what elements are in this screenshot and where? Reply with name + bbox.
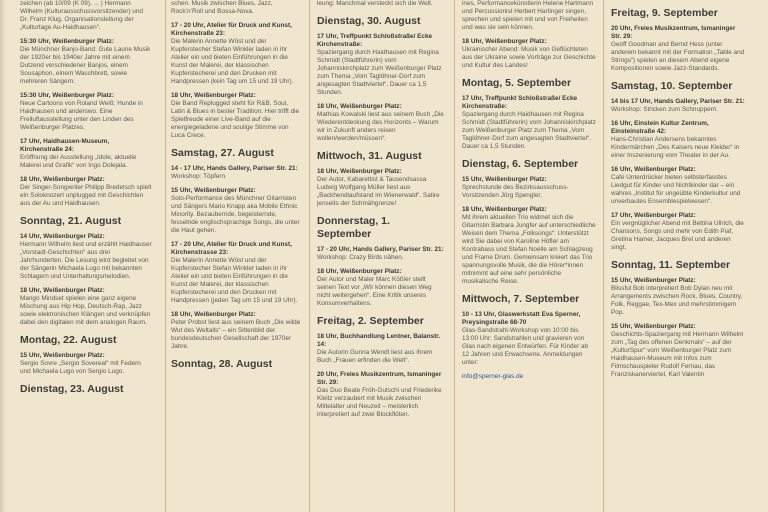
date-heading: Dienstag, 30. August [317, 15, 421, 27]
event-description: Workshop: Stricken zum Schnuppern. [611, 106, 719, 113]
event-entry [462, 0, 596, 32]
event-entry [317, 371, 445, 419]
event-time-location: 17 Uhr, Haidhausen-Museum, Kirchenstraße 24: [20, 138, 110, 153]
event-time-location: 17 Uhr, Treffpunkt Schloßstraße/ Ecke Kirchenstraße: [317, 33, 433, 48]
date-heading: Freitag, 2. September [317, 315, 424, 327]
event-entry [462, 311, 596, 367]
column-divider [309, 0, 310, 512]
event-time-location: 17 - 20 Uhr, Atelier für Druck und Kunst, Kirchenstrasse 23: [171, 241, 292, 256]
date-heading: Dienstag, 23. August [20, 383, 124, 395]
column-3 [317, 0, 445, 512]
event-entry [462, 206, 596, 286]
event-entry [611, 277, 746, 317]
event-description: Die Malerin Annette Wöst und der Kupferstecher Stefan Winkler laden in ihr Atelier ein und bieten Einführungen in die Kunst der Malerei, der klassischen Kupferstecherei und den Drucken mit Handpressen (kein Tag um 15 und 19 Uhr). [171, 38, 294, 85]
column-4 [462, 0, 596, 512]
event-description: Geschichts-Spaziergang mit Hermann Wilhelm zum „Tag des offenen Denkmals“ – auf der „KulturSpur“ vom Weißenburger Platz zum Haidhausen-Museum mit Infos zum Filmschauspieler Rudolf Fernau, das Franziskanerviertel, Karl Valentin [611, 331, 744, 378]
column-divider [165, 0, 166, 512]
event-description: Ukrainischer Abend: Musik von Geflüchteten aus der Ukraine sowie Vorträge zur Geschichte und Kultur des Landes! [462, 46, 596, 69]
event-time-location: 18 Uhr, Weißenburger Platz: [171, 92, 256, 99]
event-time-location: 15 Uhr, Weißenburger Platz: [462, 176, 547, 183]
event-description: Hermann Wilhelm liest und erzählt Haidhauser „Vorstadt-Geschichten“ aus drei Jahrhunderten. Die Lesung wird begleitet von der Sängerin Michaela Lugo mit bekannten Schlagern und Unterhaltungsmelodien. [20, 241, 152, 280]
event-description: Der Autor und Maler Marc Kößler stellt seinen Text vor „Wir können diesen Weg nicht weitergehen“. Eine Kritik unseres Konsumverhaltens. [317, 276, 432, 307]
event-time-location: 18 Uhr, Weißenburger Platz: [171, 311, 256, 318]
event-time-location: 15:30 Uhr, Weißenburger Platz: [20, 92, 114, 99]
email-link[interactable]: info@sperner-glas.de [462, 373, 524, 380]
event-time-location: 17 - 20 Uhr, Hands Gallery, Pariser Str. 21: [317, 246, 444, 253]
event-description: Spaziergang durch Haidhausen mit Regina Schmidt (Stadtführerin) vom Johanniskirchplatz zum Weißenburger Platz zum Thema „Vom Taglöhner-Dorf zum angesagten Stadtviertel“. Dauer ca 1,5 Stunden. [317, 49, 442, 96]
event-entry [317, 103, 445, 143]
column-5 [611, 0, 746, 512]
event-time-location: 17 Uhr, Weißenburger Platz: [611, 212, 696, 219]
column-1 [20, 0, 152, 512]
event-entry [20, 287, 152, 327]
event-description: Die Malerin Annette Wöst und der Kupferstecher Stefan Winkler laden in ihr Atelier ein und bieten Einführungen in die Kunst der Malerei, der klassischen Kupferstecherei und den Drucken mit Handpressen (jeden Tag um 15 und 19 Uhr). [171, 257, 298, 304]
date-heading: Samstag, 10. September [611, 80, 733, 92]
event-entry [317, 268, 445, 308]
date-heading: Sonntag, 11. September [611, 259, 731, 271]
event-time-location: 15 Uhr, Weißenburger Platz: [611, 323, 696, 330]
event-description: zeichen (ab 10/09 (K 09), ... ) Hermann Wilhelm (Kulturausschussvorsitzender) und Dr. Franz Klug, Organisationsleitung der „Kulturtage Au-Haidhausen“. [20, 0, 143, 31]
event-entry [317, 0, 445, 8]
column-2 [171, 0, 301, 512]
date-heading: Donnerstag, 1. September [317, 215, 390, 240]
event-time-location: 15 Uhr, Weißenburger Platz: [171, 187, 256, 194]
event-entry [317, 168, 445, 208]
event-time-location: 15 Uhr, Weißenburger Platz: [20, 352, 105, 359]
event-time-location: 16 Uhr, Weißenburger Platz: [611, 166, 696, 173]
event-description: Der Autor, Kabarettist & Tausendsassa Ludwig Wolfgang Müller liest aus „Backhendlaufstand im Wienerwald“. Satire jenseits der Schmähgrenze! [317, 176, 440, 207]
event-time-location: 18 Uhr, Weißenburger Platz: [462, 206, 547, 213]
date-heading: Freitag, 9. September [611, 7, 718, 19]
event-description: Solo-Performance des Münchner Gitarristen und Sängers Mario Knapp aka Mobile Ethnic Minority. Bezaubernde, begeisternde, fesselnde englischsprachige Songs, die unter die Haut gehen. [171, 195, 300, 234]
event-time-location: 16 Uhr, Einstein Kultur Zentrum, Einsteinstraße 42: [611, 120, 709, 135]
date-heading: Mittwoch, 7. September [462, 293, 580, 305]
event-entry [20, 176, 152, 208]
event-time-location: 18 Uhr, Weißenburger Platz: [317, 103, 402, 110]
event-time-location: 18 Uhr, Buchhandlung Lentner, Balanstr. 14: [317, 333, 441, 348]
event-description: Der Singer-Songwriter Philipp Bredetsch spielt ein Soloknozert unplugged mit Geschichten aus der Au und Haidhausen. [20, 184, 152, 207]
event-time-location: 18 Uhr, Weißenburger Platz: [462, 38, 547, 45]
event-description: Die Münchner Banjo-Band: Gute Laune Musik der 1920er bis 1940er Jahre mit einem Dutzend verschiedener Banjos, einem Sousaphon, einem Waschbrett, sowie mehreren Sängern. [20, 46, 151, 85]
event-entry [317, 333, 445, 365]
date-heading: Dienstag, 6. September [462, 158, 579, 170]
event-entry [611, 212, 746, 252]
event-entry [611, 120, 746, 160]
event-description: Eröffnung der Ausstellung „Idole, aktuelle Malerei und Grafik“ von Ingo Dolejala. [20, 154, 137, 169]
event-entry [20, 138, 152, 170]
event-time-location: 20 Uhr, Freies Musikzentrum, Ismaninger Str. 29: [317, 371, 442, 386]
event-description: Glas-Sandstrahl-Workshop von 10:00 bis 13:00 Uhr: Sandstrahlen und gravieren von Glas nach eigenen Entwürfen. Für Kinder ab 12 Jahren und Erwachsene. Anmeldungen unter: [462, 327, 589, 366]
event-entry [171, 311, 301, 351]
event-time-location: 10 - 13 Uhr, Glaswerkstatt Eva Sperner, Preysingstraße 68-70 [462, 311, 581, 326]
date-heading: Samstag, 27. August [171, 147, 274, 159]
event-description: Mango Mindset spielen eine ganz eigene Mischung aus Hip Hop, Deutsch-Rap, Jazz sowie elektronischen Klängen und verknüpfen dabei den digitalen mit dem analogen Raum. [20, 295, 151, 326]
event-entry [20, 233, 152, 281]
event-entry [317, 33, 445, 97]
event-time-location: 17 - 20 Uhr, Atelier für Druck und Kunst, Kirchenstraße 23: [171, 22, 292, 37]
event-time-location: 18 Uhr, Weißenburger Platz: [20, 176, 105, 183]
event-entry [611, 98, 746, 114]
event-description: schen. Musik zwischen Blues, Jazz, Rock’n’Roll und Bossa-Nova. [171, 0, 273, 15]
event-description: ines, Performancekünstlerin Helene Hartmann und Percussionist Herbert Hartinger singen, sprechen und spielen mit und von Freiheiten und was sie sein können. [462, 0, 594, 31]
event-description: Hans-Christian Andersens bekanntes Kindermärchen „Des Kaisers neue Kleider“ in einer Inszenierung vom Theater in der Au. [611, 136, 740, 159]
event-entry [20, 0, 152, 32]
event-entry [611, 323, 746, 379]
column-divider [603, 0, 604, 512]
event-time-location: 14 Uhr, Weißenburger Platz: [20, 233, 105, 240]
page-edge-shadow [0, 0, 6, 512]
date-heading: Mittwoch, 31. August [317, 150, 422, 162]
event-time-location: 15 Uhr, Weißenburger Platz: [611, 277, 696, 284]
event-entry [462, 176, 596, 200]
event-entry [462, 38, 596, 70]
event-time-location: 14 - 17 Uhr, Hands Gallery, Pariser Str. 21: [171, 165, 298, 172]
event-description: Workshop: Töpfern [171, 173, 226, 180]
event-entry [611, 166, 746, 206]
event-description: Sergio Sovre „Sergio Sovereal“ mit Federn und Michaela Lugo von Sergio Lugo. [20, 360, 141, 375]
event-description: Geoff Goodman and Bernd Hess (unter anderem bekannt mit der Formation „Table and Strings“) spielen an diesem Abend eigene Kompositionen sowie Jazz-Standards. [611, 41, 745, 72]
event-time-location: 18 Uhr, Weißenburger Platz: [317, 268, 402, 275]
event-entry [171, 92, 301, 140]
event-time-location: 20 Uhr, Freies Musikzentrum, Ismaninger Str. 29: [611, 25, 736, 40]
date-heading: Montag, 5. September [462, 77, 572, 89]
event-time-location: 18 Uhr, Weißenburger Platz: [20, 287, 105, 294]
event-description: Die Autorin Gunna Wendt liest aus ihrem Buch „Frauen erfinden die Welt“. [317, 349, 433, 364]
event-entry [462, 95, 596, 151]
event-description: Mit ihrem aktuellen Trio widmet sich die Gitarristin Barbara Jungfer auf unterschiedliche Weisen dem Thema „Folksongs“: Unterstützt wird Sie dabei von Karoline Höfler am Kontrabass und Stefan Noelle am Schlagzeug und Frame Drum. Gemeinsam kreiert das Trio spannungsvolle Musik, die die Hörer*innen mitnimmt auf eine sehr persönliche musikalische Reise. [462, 214, 596, 285]
column-divider [454, 0, 455, 512]
event-description: Neue Cartoons von Roland Weiß: Hunde in Haidhausen und anderswo. Eine Freiluftausstellung unter den Linden des Weißenburger Platzes. [20, 100, 143, 131]
event-entry [611, 25, 746, 73]
event-description: Blissful Bob interpretiert Bob Dylan neu mit Arrangements zwischen Rock, Blues, Country, Folk, Reggae, Tex-Mex und mehrstimmigem Pop. [611, 285, 743, 316]
event-description: Café Unterdrücker bieten selbsterfasstes Liedgut für Kinder und Nichtkinder dar – ein wahres „Institut für ungeübte Kinderkultur und unverbautes Ensemblespielwesen“. [611, 174, 741, 205]
event-entry [171, 241, 301, 305]
event-description: Die Band Replugged steht für R&B, Soul, Latin & Blues in bester Tradition. Hier trifft die Spielfreude einer Live-Band auf die energiegeladene und soulige Stimme von Luca Crece. [171, 100, 300, 139]
event-entry [171, 187, 301, 235]
date-heading: Sonntag, 28. August [171, 358, 273, 370]
event-description: Sprechstunde des Bezirksausschuss-Vorsitzenden Jörg Spengler. [462, 184, 569, 199]
event-time-location: 18 Uhr, Weißenburger Platz: [317, 168, 402, 175]
event-time-location: 14 bis 17 Uhr, Hands Gallery, Pariser Str. 21: [611, 98, 745, 105]
date-heading: Montag, 22. August [20, 334, 117, 346]
event-entry [20, 352, 152, 376]
event-entry [171, 0, 301, 16]
event-entry [171, 22, 301, 86]
event-entry [317, 246, 445, 262]
event-entry [171, 165, 301, 181]
event-description: Das Duo Beate Fröh-Gutschi und Friederike Kleitz verzaubert mit Musik zwischen Mittelalter und Neuzeit – meisterlich interpretiert auf zwei Blockflöten. [317, 387, 442, 418]
event-entry [20, 92, 152, 132]
event-description: Ein vergnüglicher Abend mit Bettina Ullrich, die Chansons, Songs und mehr von Edith Piaf, Gretina Hamer, Jacques Brel und anderen singt. [611, 220, 744, 251]
event-time-location: 17 Uhr, Treffpunkt Schloßstraße/ Ecke Kirchenstraße: [462, 95, 578, 110]
date-heading: Sonntag, 21. August [20, 215, 122, 227]
event-description: Workshop: Crazy Birds nähen. [317, 254, 404, 261]
event-description: Peter Probst liest aus seinem Buch „Die wilde Wut des Weltalls“ – ein Sittenbild der bundesdeutschen Gesellschaft der 1970er Jahre. [171, 319, 301, 350]
event-description: Spaziergang durch Haidhausen mit Regina Schmidt (Stadtführerin) vom Johanniskirchplatz zum Weißenburger Platz zum Thema „Vom Taglöhner-Dorf zum angesagten Stadtviertel“. Dauer ca 1,5 Stunden. [462, 111, 596, 150]
contact-line [462, 373, 596, 381]
event-description: Mathias Kowalski liest aus seinem Buch „Die Wiederentdeckung des Horizonts – Warum wir in Zukunft anders reisen wollen/werden/müssen“. [317, 111, 444, 142]
event-description: leung: Manchmal versteckt sich die Welt. [317, 0, 433, 7]
event-entry [20, 38, 152, 86]
event-time-location: 15:30 Uhr, Weißenburger Platz: [20, 38, 114, 45]
